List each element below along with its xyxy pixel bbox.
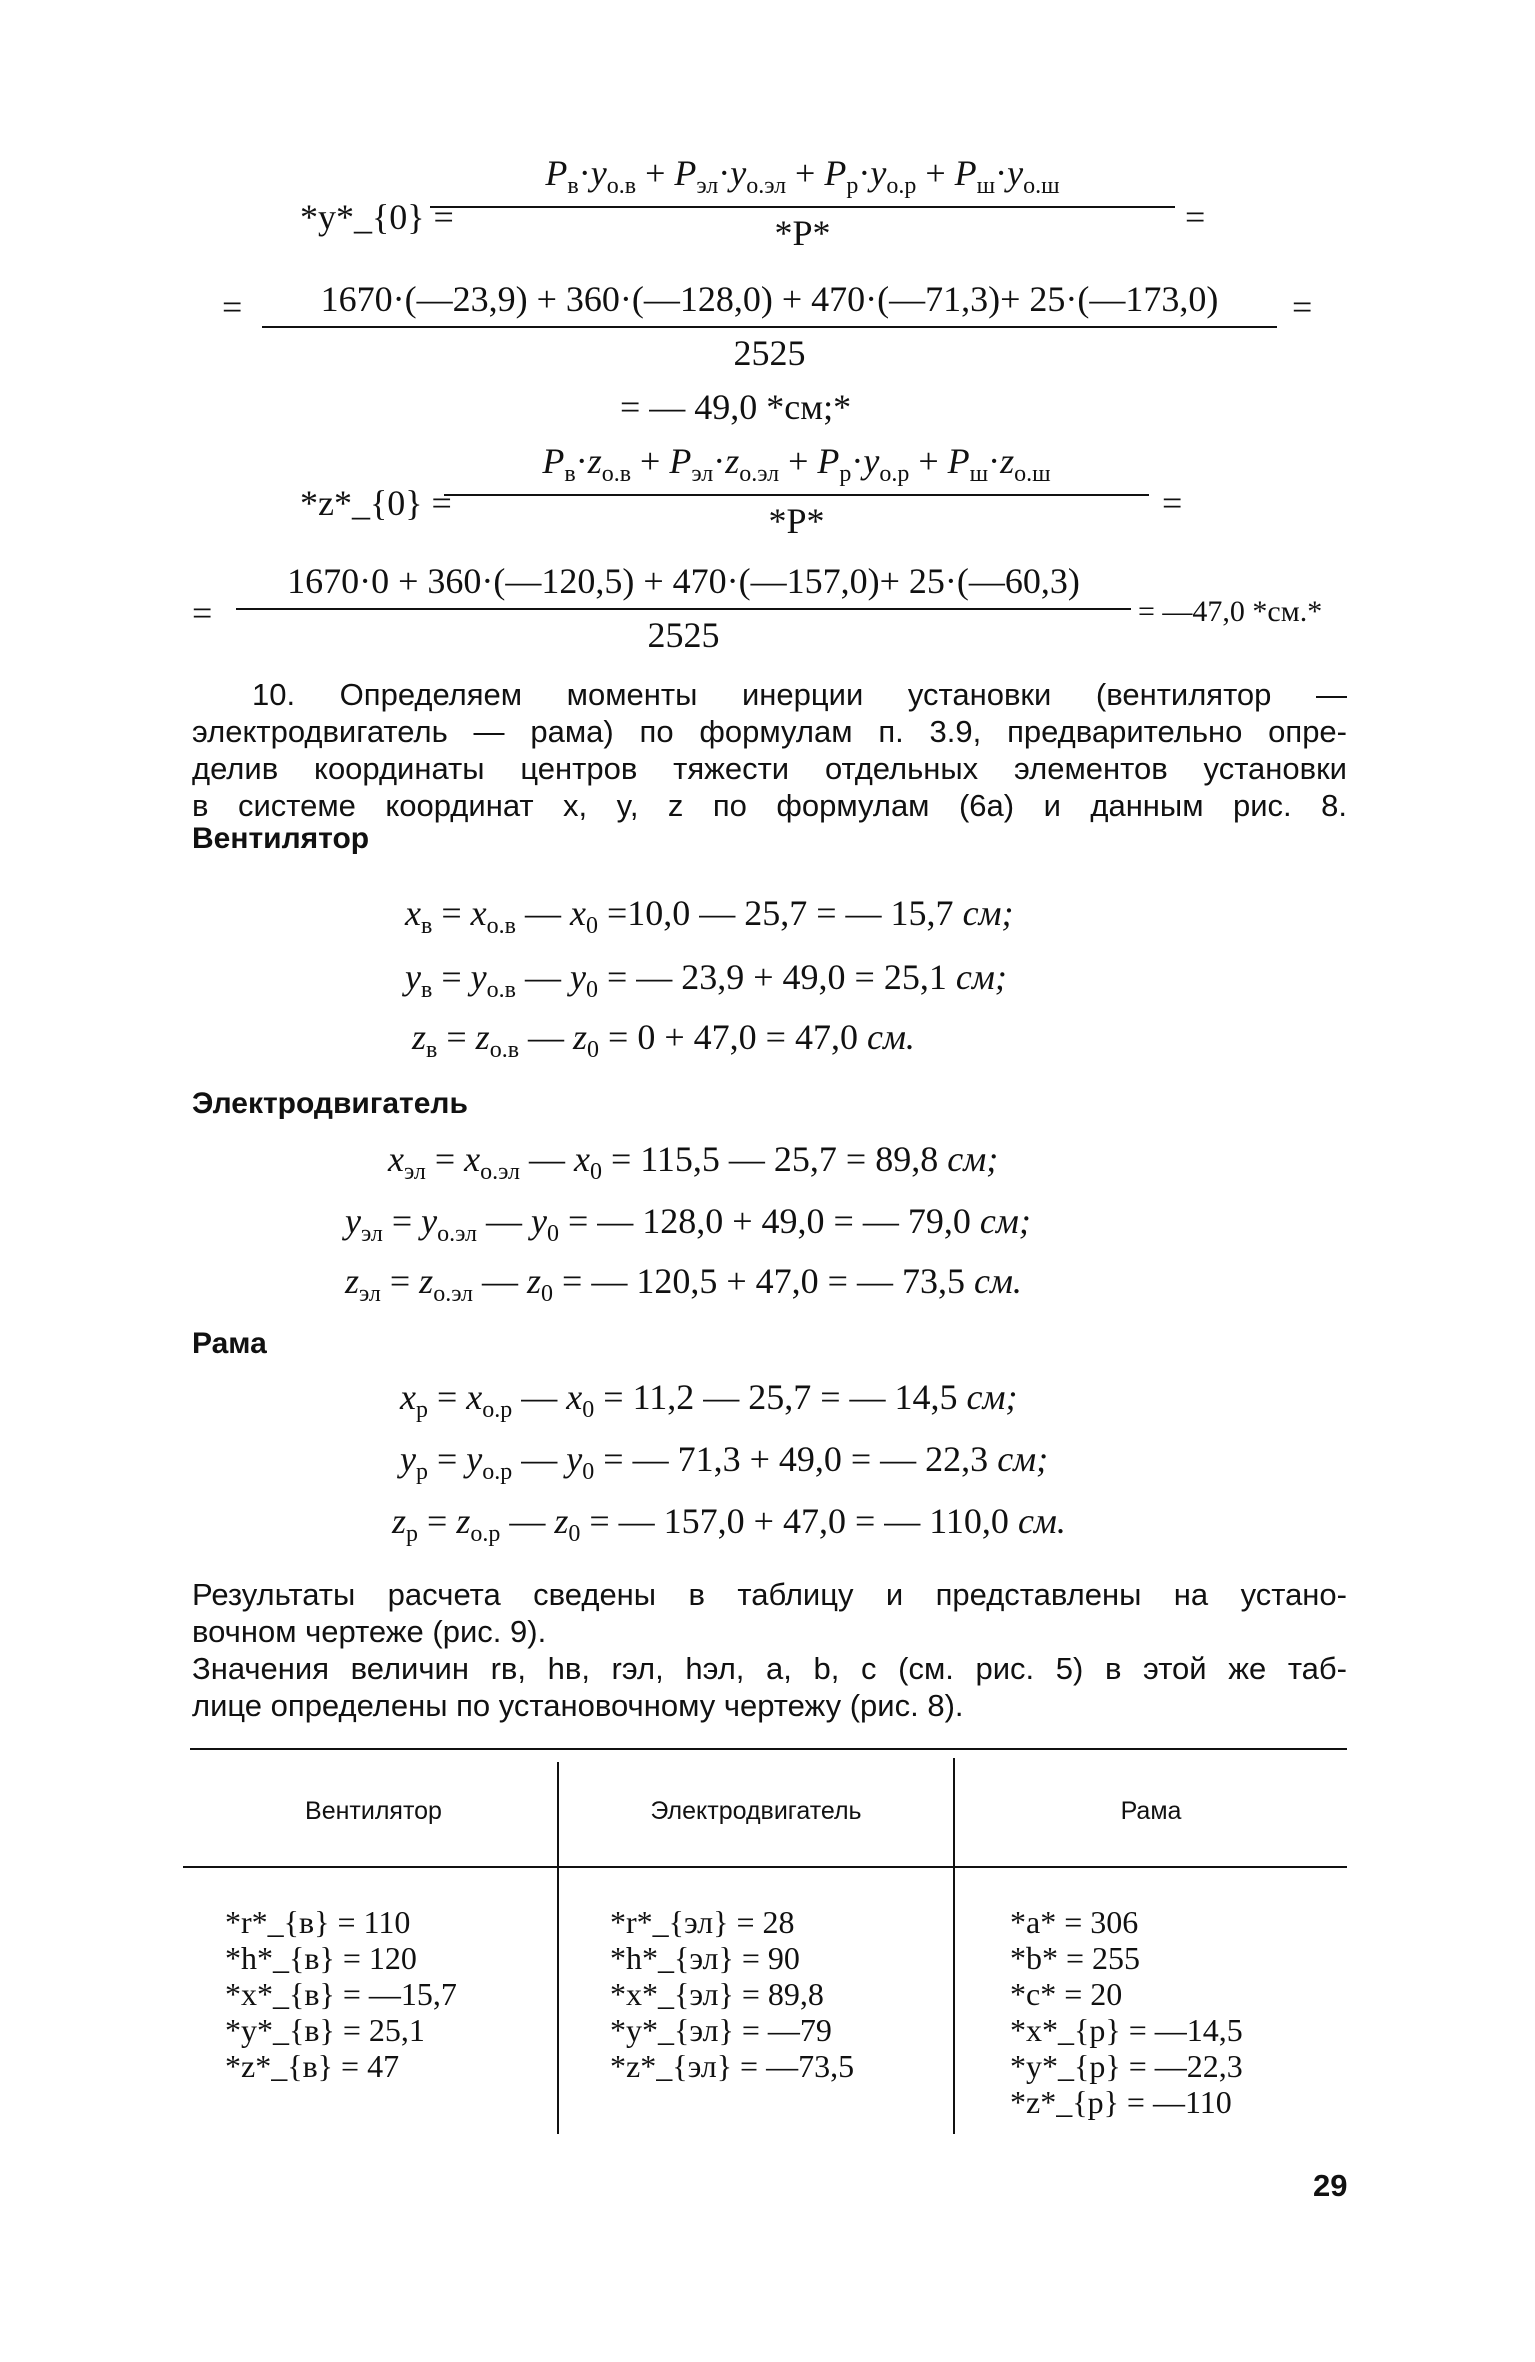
table-cell: *r*_{эл} = 28 (610, 1904, 795, 1940)
z0-value-numerator: 1670·0 + 360·(—120,5) + 470·(—157,0)+ 25·(—60,3) (236, 560, 1131, 610)
formula-line: $y_в = y_{о.в}$ — $y_0$ = — 23,9 + 49,0 = 25,1 см; (405, 957, 1007, 1003)
z0-fraction (444, 440, 1149, 542)
y0-value-lead: = (222, 287, 243, 327)
section-title-fan: Вентилятор (192, 822, 370, 855)
z0-denominator: *P* (768, 501, 825, 541)
table-column-fan (225, 1904, 457, 2084)
table-cell: *z*_{р} = —110 (1010, 2084, 1232, 2120)
table-cell: *a* = 306 (1010, 1904, 1139, 1940)
paragraph-10 (192, 676, 1347, 824)
paragraph-line: вочном чертеже (рис. 9). (192, 1614, 547, 1649)
section-title-motor: Электродвигатель (192, 1087, 468, 1120)
y0-value-fraction (262, 278, 1277, 374)
paragraph-line: Значения величин rв, hв, rэл, hэл, a, b, c (см. рис. 5) в этой же таб- (192, 1651, 1347, 1686)
table-cell: *r*_{в} = 110 (225, 1904, 411, 1940)
table-cell: *x*_{эл} = 89,8 (610, 1976, 824, 2012)
table-cell: *z*_{в} = 47 (225, 2048, 400, 2084)
section-title-frame: Рама (192, 1327, 267, 1360)
formula-line: $x_р = x_{о.р}$ — $x_0 = 11,2$ — 25,7 = — 14,5 см; (400, 1377, 1018, 1423)
z0-value-lead: = (192, 593, 213, 633)
table-header-fan: Вентилятор (305, 1797, 442, 1825)
paragraph-line: Результаты расчета сведены в таблицу и представлены на устано- (192, 1577, 1347, 1612)
table-cell: *c* = 20 (1010, 1976, 1123, 2012)
y0-value-numerator: 1670·(—23,9) + 360·(—128,0) + 470·(—71,3)+ 25·(—173,0) (262, 278, 1277, 328)
z0-lhs: *z*_{0} = (300, 483, 452, 523)
table-cell: *y*_{р} = —22,3 (1010, 2048, 1243, 2084)
y0-numerator: $P_в\cdot y_{о.в} + P_{эл}\cdot y_{о.эл} + P_р\cdot y_{о.р} + P_ш\cdot y_{о.ш}$ (430, 152, 1175, 208)
y0-fraction (430, 152, 1175, 254)
table-cell: *y*_{эл} = —79 (610, 2012, 832, 2048)
z0-result: = —47,0 *см.* (1138, 595, 1323, 628)
paragraph-line: 10. Определяем моменты инерции установки (вентилятор — (252, 677, 1347, 712)
table-cell: *x*_{в} = —15,7 (225, 1976, 457, 2012)
z0-value-denominator: 2525 (647, 615, 720, 655)
table-cell: *b* = 255 (1010, 1940, 1141, 1976)
z0-value-fraction (236, 560, 1131, 656)
formula-line: $x_{эл} = x_{о.эл}$ — $x_0 = 115,5$ — 25,7 = 89,8 см; (388, 1139, 999, 1185)
formula-line: $y_{эл} = y_{о.эл}$ — $y_0$ = — 128,0 + 49,0 = — 79,0 см; (345, 1201, 1031, 1247)
z0-equals: = (1162, 483, 1183, 523)
table-cell: *z*_{эл} = —73,5 (610, 2048, 855, 2084)
table-cell: *h*_{в} = 120 (225, 1940, 417, 1976)
table-header-motor: Электродвигатель (650, 1797, 862, 1825)
formula-line: $y_р = y_{о.р}$ — $y_0$ = — 71,3 + 49,0 = — 22,3 см; (400, 1439, 1049, 1485)
table-cell: *h*_{эл} = 90 (610, 1940, 800, 1976)
formula-line: $x_в = x_{о.в}$ — $x_0 =10,0$ — 25,7 = — 15,7 см; (405, 893, 1014, 939)
y0-denominator: *P* (774, 213, 831, 253)
y0-value-denominator: 2525 (733, 333, 806, 373)
table-column-frame (1010, 1904, 1243, 2120)
y0-value-equals: = (1292, 287, 1313, 327)
page-number: 29 (1313, 2168, 1348, 2203)
table-cell: *x*_{р} = —14,5 (1010, 2012, 1243, 2048)
formula-line: $z_{эл} = z_{о.эл}$ — $z_0$ = — 120,5 + 47,0 = — 73,5 см. (345, 1261, 1022, 1307)
y0-equals: = (1185, 197, 1206, 237)
table-header-frame: Рама (1120, 1797, 1182, 1825)
z0-numerator: $P_в\cdot z_{о.в} + P_{эл}\cdot z_{о.эл} + P_р\cdot y_{о.р} + P_ш\cdot z_{о.ш}$ (444, 440, 1149, 496)
results-paragraph (192, 1576, 1347, 1650)
paragraph-line: делив координаты центров тяжести отдельных элементов установки (192, 751, 1347, 786)
formula-line: $z_р = z_{о.р}$ — $z_0$ = — 157,0 + 47,0 = — 110,0 см. (392, 1501, 1066, 1547)
y0-lhs: *y*_{0} = (300, 197, 454, 237)
table-header-rule (183, 1866, 1347, 1868)
formula-line: $z_в = z_{о.в}$ — $z_0 = 0 + 47,0 = 47,0$ см. (412, 1017, 915, 1063)
paragraph-line: в системе координат x, y, z по формулам (6а) и данным рис. 8. (192, 788, 1347, 823)
paragraph-line: электродвигатель — рама) по формулам п. 3.9, предварительно опре- (192, 714, 1347, 749)
table-cell: *y*_{в} = 25,1 (225, 2012, 425, 2048)
values-paragraph (192, 1650, 1347, 1724)
paragraph-line: лице определены по установочному чертежу (рис. 8). (192, 1688, 964, 1723)
y0-result: = — 49,0 *см;* (620, 387, 852, 427)
table-column-motor (610, 1904, 854, 2084)
table-top-rule (190, 1748, 1347, 1750)
